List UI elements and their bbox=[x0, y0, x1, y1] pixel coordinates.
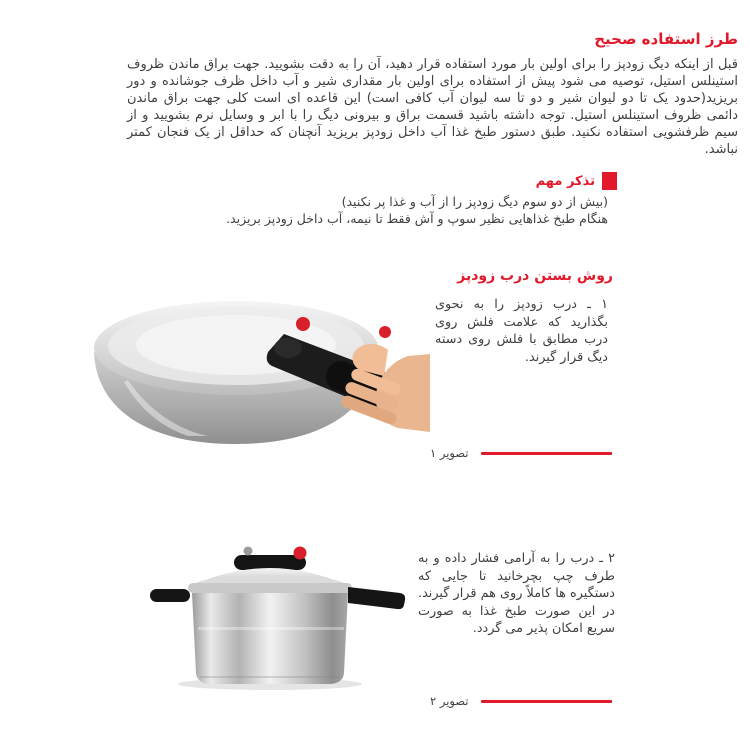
caption-rule bbox=[481, 700, 612, 703]
note-square-icon bbox=[602, 172, 617, 190]
figure-1-pressure-cooker-hand-photo bbox=[88, 290, 430, 450]
red-lock-button bbox=[379, 326, 391, 338]
figure-1-caption: تصویر ۱ bbox=[430, 446, 469, 460]
caption-rule bbox=[481, 452, 612, 455]
usage-section-title: طرز استفاده صحیح bbox=[594, 30, 738, 48]
usage-body-paragraph: قبل از اینکه دیگ زودپز را برای اولین بار مورد استفاده قرار دهید، آن را به دقت بشویید. جهت براق ماندن ظروف استینلس استیل، توصیه می شود پیش از استفاده برای اولین بار مقداری شیر و آب داخل ظرف جوشانده و دور بریزید(حدود یک تا دو لیوان شیر و دو تا سه لیوان آب کافی است) این قاعده ای است کلی جهت براق ماندن دائمی ظروف استینلس استیل. توجه داشته باشید قسمت براق و بیرونی دیگ را با ابر و وسایل نرم بشویید و از سیم ظرفشویی استفاده نکنید. طبق دستور طبخ غذا آب داخل زودپز بریزید آنچنان که حداقل از یک فنجان کمتر نباشد. bbox=[127, 57, 738, 157]
figure-2-caption: تصویر ۲ bbox=[430, 694, 469, 708]
figure-2-caption-row bbox=[430, 694, 612, 708]
figure-1-caption-row bbox=[430, 446, 612, 460]
figure-2-pressure-cooker-photo bbox=[142, 537, 407, 692]
note-line-2: هنگام طبخ غذاهایی نظیر سوپ و آش فقط تا نیمه، آب داخل زودپز بریزید. bbox=[226, 211, 608, 226]
steam-valve bbox=[244, 547, 253, 556]
pressure-cooker-hand-illustration bbox=[88, 290, 430, 450]
closing-section-title: روش بستن درب زودپز bbox=[457, 268, 613, 284]
red-valve-button bbox=[296, 317, 310, 331]
step-1-text: ۱ ـ درب زودپز را به نحوی بگذارید که علامت فلش روی درب مطابق با فلش روی دسته دیگ قرار گیرند. bbox=[435, 297, 608, 365]
step-2-text: ۲ ـ درب را به آرامی فشار داده و به طرف چپ بچرخانید تا جایی که دستگیره ها کاملاً روی هم قرار گیرند. در این صورت طبخ غذا به صورت سریع امکان پذیر می گردد. bbox=[418, 551, 615, 636]
important-note-heading bbox=[536, 172, 617, 190]
note-title: تذکر مهم bbox=[535, 173, 595, 189]
note-line-1: (بیش از دو سوم دیگ زودپز را از آب و غذا پر نکنید) bbox=[341, 194, 608, 209]
red-pressure-button bbox=[294, 547, 307, 560]
pressure-cooker-illustration bbox=[142, 537, 407, 692]
